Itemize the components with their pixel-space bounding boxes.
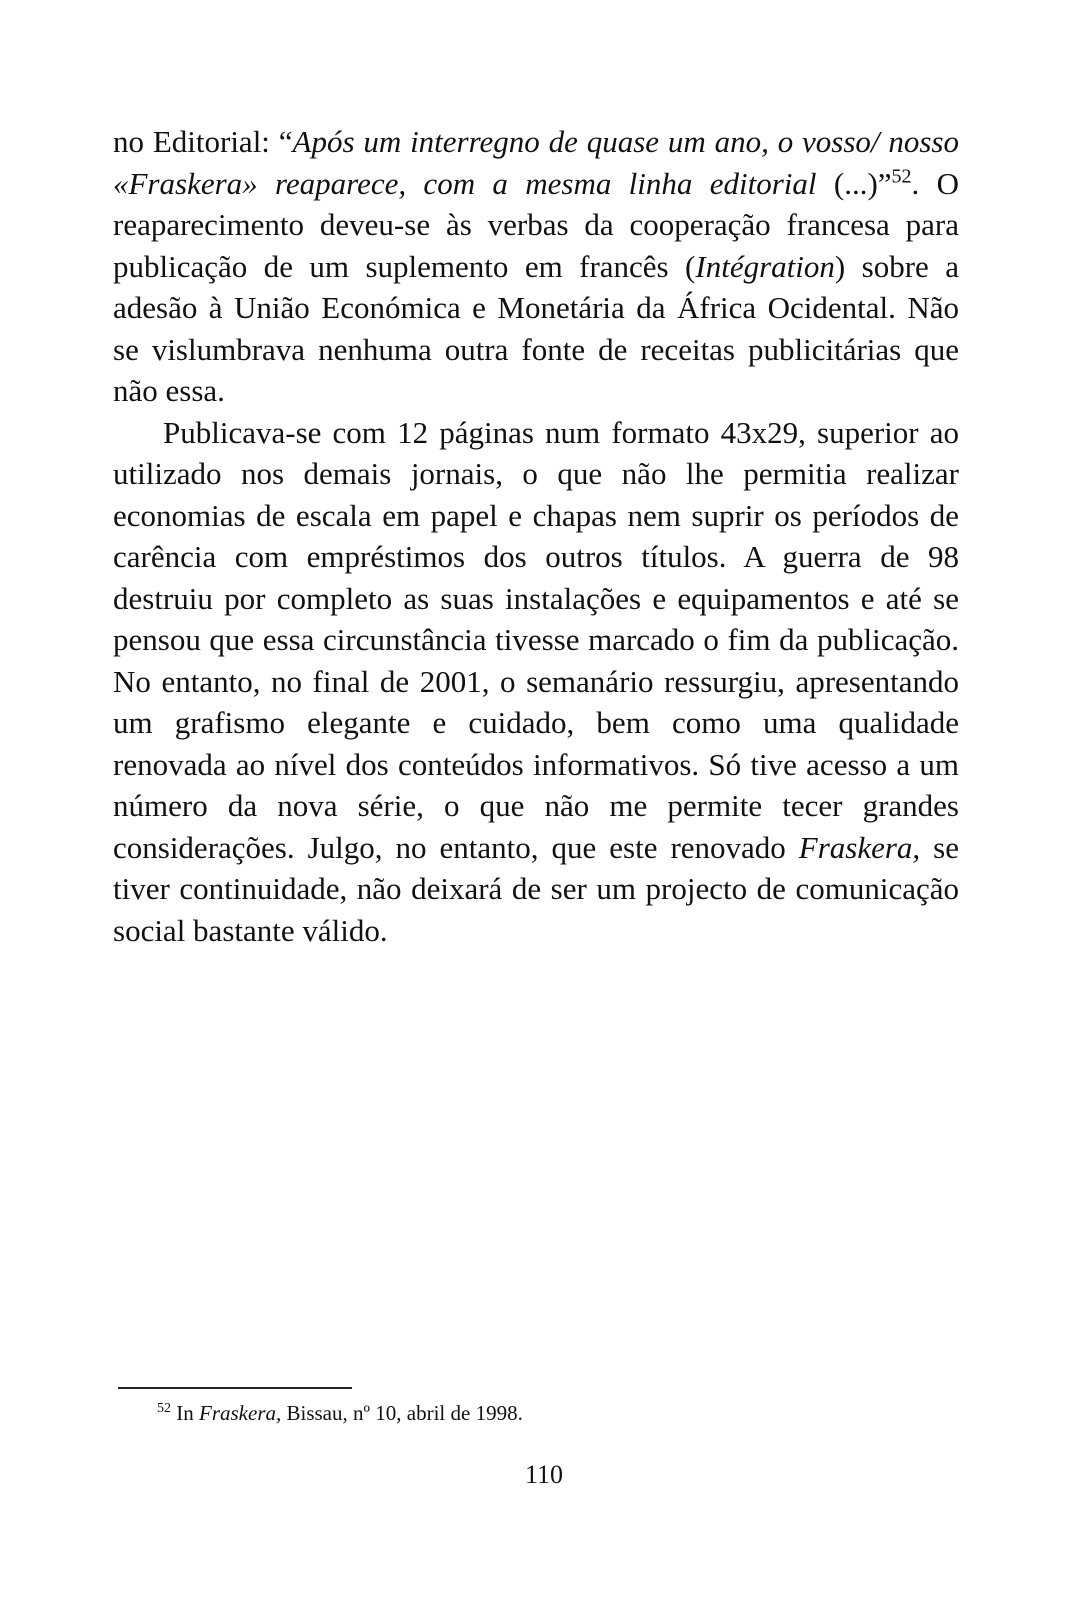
fraskera-title: Fraskera, xyxy=(798,829,921,865)
footnote-number: 52 xyxy=(157,1401,171,1416)
paragraph-2 xyxy=(113,412,959,952)
integration-title: Intégration xyxy=(695,248,835,284)
footnote-divider xyxy=(118,1387,352,1389)
footnote-source-title: Fraskera, xyxy=(199,1401,282,1425)
paragraph-2-before-title: Publicava-se com 12 páginas num formato 43x29, superior ao utilizado nos demais jornais, o que não lhe permitia realizar economias de escala em papel e chapas nem suprir os períodos de carência com empréstimos dos outros títulos. A guerra de 98 destruiu por completo as suas instalações e equipamentos e até se pensou que essa circunstância tivesse marcado o fim da publicação. No entanto, no final de 2001, o semanário ressurgiu, apresentando um grafismo elegante e cuidado, bem como uma qualidade renovada ao nível dos conteúdos informativos. Só tive acesso a um número da nova série, o que não me permite tecer grandes considerações. Julgo, no entanto, que este renovado xyxy=(113,414,959,865)
footnote-reference: 52 xyxy=(891,165,912,188)
editorial-quote-tail: (...)” xyxy=(816,165,892,201)
footnote-source-details: Bissau, nº 10, abril de 1998. xyxy=(281,1401,523,1425)
footnote-prefix: In xyxy=(171,1401,199,1425)
page-number: 110 xyxy=(524,1460,564,1489)
paragraph-1-after-ref: . O reaparecimento deveu-se às verbas da cooperação francesa para publicação de um suplemento em francês ( xyxy=(113,165,960,284)
paragraph-1 xyxy=(113,121,959,412)
editorial-quote: Após um interregno de quase um ano, o vosso/ nosso «Fraskera» reaparece, com a mesma linha editorial xyxy=(113,124,959,201)
paragraph-1-lead: no Editorial: “ xyxy=(113,124,293,159)
paragraph-2-after-title: se tiver continuidade, não deixará de ser um projecto de comunicação social bastante válido. xyxy=(113,829,960,948)
paragraph-1-rest: ) sobre a adesão à União Económica e Monetária da África Ocidental. Não se vislumbrava nenhuma outra fonte de receitas publicitárias que não essa. xyxy=(113,248,959,408)
body-text xyxy=(113,121,959,951)
footnote xyxy=(157,1398,857,1428)
